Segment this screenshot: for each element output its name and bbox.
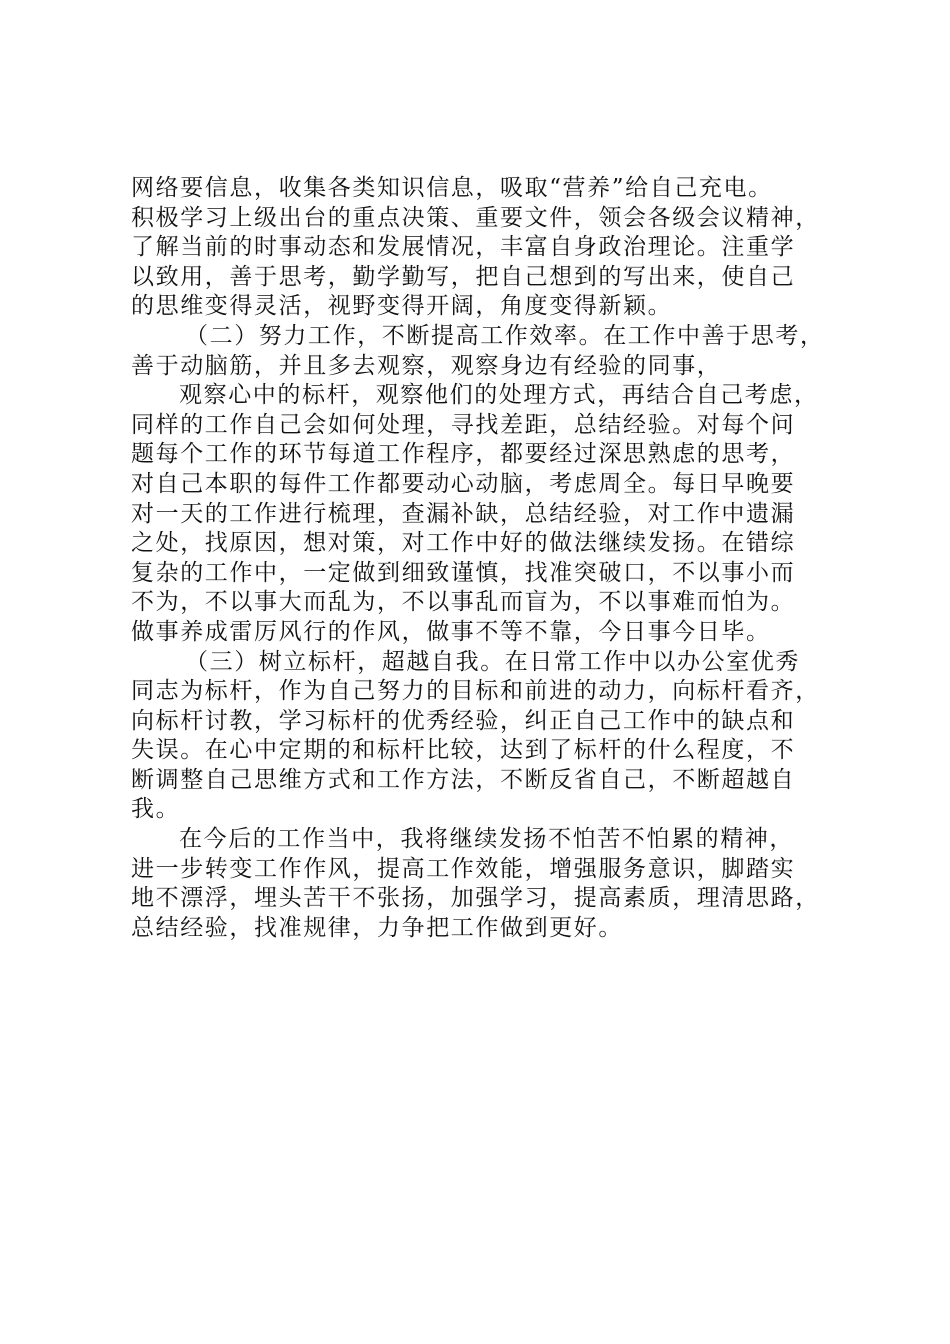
text-line: 的思维变得灵活，视野变得开阔，角度变得新颖。: [131, 293, 673, 320]
text-line: 之处，找原因，想对策，对工作中好的做法继续发扬。在错综: [131, 530, 796, 557]
text-line: 善于动脑筋，并且多去观察，观察身边有经验的同事，: [131, 352, 722, 379]
text-line: 进一步转变工作作风，提高工作效能，增强服务意识，脚踏实: [131, 855, 796, 882]
text-line: 断调整自己思维方式和工作方法，不断反省自己，不断超越自: [131, 766, 796, 793]
text-line: 向标杆讨教，学习标杆的优秀经验，纠正自己工作中的缺点和: [131, 707, 796, 734]
text-line: 我。: [131, 796, 181, 823]
text-line: 不为，不以事大而乱为，不以事乱而盲为，不以事难而怕为。: [131, 589, 796, 616]
text-line: 对一天的工作进行梳理，查漏补缺，总结经验，对工作中遗漏: [131, 500, 796, 527]
section-heading-line: （二）努力工作，不断提高工作效率。在工作中善于思考，: [185, 322, 825, 349]
text-line: 题每个工作的环节每道工作程序，都要经过深思熟虑的思考，: [131, 441, 796, 468]
text-line: 复杂的工作中，一定做到细致谨慎，找准突破口，不以事小而: [131, 559, 796, 586]
text-line: 对自己本职的每件工作都要动心动脑，考虑周全。每日早晚要: [131, 470, 796, 497]
paragraph-start-line: 观察心中的标杆，观察他们的处理方式，再结合自己考虑，: [179, 382, 819, 409]
text-line: 积极学习上级出台的重点决策、重要文件，领会各级会议精神，: [131, 204, 820, 231]
text-line: 地不漂浮，埋头苦干不张扬，加强学习，提高素质，理清思路，: [131, 885, 820, 912]
text-line: 做事养成雷厉风行的作风，做事不等不靠，今日事今日毕。: [131, 618, 771, 645]
text-line: 失误。在心中定期的和标杆比较，达到了标杆的什么程度，不: [131, 737, 796, 764]
body-text: [131, 174, 847, 943]
text-line: 同志为标杆，作为自己努力的目标和前进的动力，向标杆看齐，: [131, 678, 820, 705]
paragraph-start-line: 在今后的工作当中，我将继续发扬不怕苦不怕累的精神，: [179, 826, 794, 853]
section-heading-line: （三）树立标杆，超越自我。在日常工作中以办公室优秀: [185, 648, 800, 675]
text-line: 以致用，善于思考，勤学勤写，把自己想到的写出来，使自己: [131, 263, 796, 290]
text-line: 总结经验，找准规律，力争把工作做到更好。: [131, 914, 623, 941]
text-line: 了解当前的时事动态和发展情况，丰富自身政治理论。注重学: [131, 234, 796, 261]
text-line: 网络要信息，收集各类知识信息，吸取“营养”给自己充电。: [131, 175, 773, 201]
text-line: 同样的工作自己会如何处理，寻找差距，总结经验。对每个问: [131, 411, 796, 438]
